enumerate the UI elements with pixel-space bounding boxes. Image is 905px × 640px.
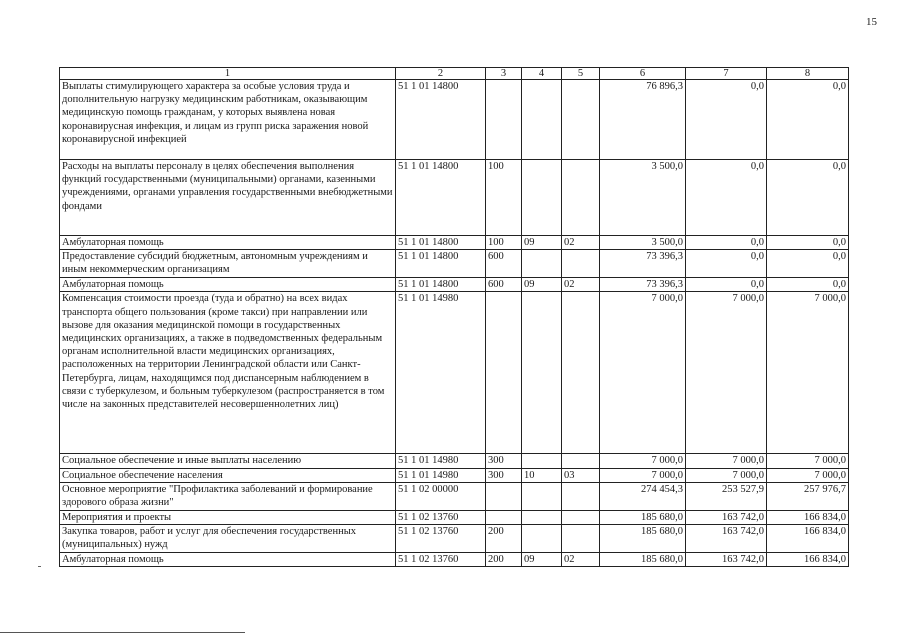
scan-mark: [38, 566, 41, 567]
row-name: Амбулаторная помощь: [60, 553, 396, 567]
table-row: [60, 454, 849, 468]
page-number: 15: [866, 16, 877, 28]
table-row: [60, 80, 849, 160]
target-article-code: 51 1 01 14800: [396, 80, 486, 160]
subsection: [562, 482, 600, 510]
section: [522, 510, 562, 524]
subsection: [562, 454, 600, 468]
amount-col7: 0,0: [686, 80, 767, 160]
column-header: 8: [767, 68, 849, 80]
row-name: Амбулаторная помощь: [60, 236, 396, 250]
amount-col6: 274 454,3: [600, 482, 686, 510]
table-row: [60, 482, 849, 510]
subsection: [562, 80, 600, 160]
target-article-code: 51 1 01 14980: [396, 292, 486, 454]
amount-col8: 166 834,0: [767, 510, 849, 524]
expense-type: [486, 80, 522, 160]
row-name: Выплаты стимулирующего характера за особые условия труда и дополнительную нагрузку медицинским работникам, оказывающим медицинскую помощь гражданам, у которых выявлена новая коронавирусная инфекция, и лицам из групп риска заражения новой коронавирусной инфекцией: [60, 80, 396, 160]
expense-type: 600: [486, 250, 522, 278]
target-article-code: 51 1 02 13760: [396, 510, 486, 524]
column-header: 5: [562, 68, 600, 80]
amount-col7: 163 742,0: [686, 510, 767, 524]
amount-col8: 7 000,0: [767, 292, 849, 454]
subsection: 02: [562, 278, 600, 292]
row-name: Предоставление субсидий бюджетным, автономным учреждениям и иным некоммерческим организациям: [60, 250, 396, 278]
expense-type: [486, 510, 522, 524]
amount-col8: 0,0: [767, 278, 849, 292]
row-name: Социальное обеспечение населения: [60, 468, 396, 482]
section: [522, 160, 562, 236]
target-article-code: 51 1 01 14980: [396, 454, 486, 468]
section: 09: [522, 553, 562, 567]
target-article-code: 51 1 02 13760: [396, 525, 486, 553]
budget-table: [59, 67, 849, 567]
row-name: Расходы на выплаты персоналу в целях обеспечения выполнения функций государственными (муниципальными) органами, казенными учреждениями, органами управления государственными внебюджетными фондами: [60, 160, 396, 236]
amount-col6: 7 000,0: [600, 454, 686, 468]
section: 09: [522, 236, 562, 250]
amount-col6: 73 396,3: [600, 250, 686, 278]
table-row: [60, 510, 849, 524]
row-name: Основное мероприятие "Профилактика заболеваний и формирование здорового образа жизни": [60, 482, 396, 510]
column-number-row: [60, 68, 849, 80]
row-name: Компенсация стоимости проезда (туда и обратно) на всех видах транспорта общего пользования (кроме такси) при направлении или вызове для оказания медицинской помощи в государственных медицинских организациях, а также в подведомственных федеральным органам исполнительной власти медицинских организациях, расположенных на территории Ленинградской области или Санкт-Петербурга, лицам, находящимся под диспансерным наблюдением в связи с туберкулезом, и больным туберкулезом (распространяется в том числе на законных представителей несовершеннолетних лиц): [60, 292, 396, 454]
row-name: Амбулаторная помощь: [60, 278, 396, 292]
column-header: 6: [600, 68, 686, 80]
amount-col7: 0,0: [686, 278, 767, 292]
amount-col6: 3 500,0: [600, 236, 686, 250]
footnote-rule: [0, 632, 245, 633]
amount-col7: 7 000,0: [686, 468, 767, 482]
expense-type: [486, 292, 522, 454]
section: [522, 80, 562, 160]
amount-col6: 7 000,0: [600, 292, 686, 454]
subsection: [562, 510, 600, 524]
amount-col8: 7 000,0: [767, 454, 849, 468]
amount-col6: 73 396,3: [600, 278, 686, 292]
table-row: [60, 468, 849, 482]
row-name: Закупка товаров, работ и услуг для обеспечения государственных (муниципальных) нужд: [60, 525, 396, 553]
expense-type: [486, 482, 522, 510]
column-header: 4: [522, 68, 562, 80]
amount-col8: 7 000,0: [767, 468, 849, 482]
target-article-code: 51 1 01 14800: [396, 278, 486, 292]
row-name: Социальное обеспечение и иные выплаты населению: [60, 454, 396, 468]
amount-col6: 3 500,0: [600, 160, 686, 236]
table-row: [60, 160, 849, 236]
section: 09: [522, 278, 562, 292]
expense-type: 300: [486, 454, 522, 468]
section: [522, 482, 562, 510]
subsection: [562, 160, 600, 236]
expense-type: 300: [486, 468, 522, 482]
amount-col6: 76 896,3: [600, 80, 686, 160]
subsection: [562, 292, 600, 454]
amount-col8: 0,0: [767, 80, 849, 160]
expense-type: 100: [486, 236, 522, 250]
column-header: 1: [60, 68, 396, 80]
column-header: 3: [486, 68, 522, 80]
subsection: 02: [562, 553, 600, 567]
table-row: [60, 292, 849, 454]
target-article-code: 51 1 01 14800: [396, 250, 486, 278]
amount-col8: 0,0: [767, 250, 849, 278]
table-row: [60, 250, 849, 278]
table-row: [60, 278, 849, 292]
subsection: [562, 525, 600, 553]
expense-type: 100: [486, 160, 522, 236]
amount-col8: 0,0: [767, 236, 849, 250]
amount-col7: 163 742,0: [686, 525, 767, 553]
amount-col7: 7 000,0: [686, 454, 767, 468]
amount-col8: 0,0: [767, 160, 849, 236]
section: [522, 292, 562, 454]
table-row: [60, 525, 849, 553]
amount-col6: 7 000,0: [600, 468, 686, 482]
subsection: [562, 250, 600, 278]
section: [522, 250, 562, 278]
amount-col6: 185 680,0: [600, 510, 686, 524]
target-article-code: 51 1 01 14800: [396, 236, 486, 250]
section: 10: [522, 468, 562, 482]
column-header: 2: [396, 68, 486, 80]
subsection: 03: [562, 468, 600, 482]
amount-col7: 7 000,0: [686, 292, 767, 454]
subsection: 02: [562, 236, 600, 250]
amount-col7: 0,0: [686, 250, 767, 278]
target-article-code: 51 1 01 14980: [396, 468, 486, 482]
amount-col7: 0,0: [686, 160, 767, 236]
expense-type: 600: [486, 278, 522, 292]
amount-col7: 163 742,0: [686, 553, 767, 567]
table-row: [60, 236, 849, 250]
column-header: 7: [686, 68, 767, 80]
amount-col8: 166 834,0: [767, 553, 849, 567]
section: [522, 454, 562, 468]
amount-col8: 257 976,7: [767, 482, 849, 510]
target-article-code: 51 1 01 14800: [396, 160, 486, 236]
expense-type: 200: [486, 525, 522, 553]
row-name: Мероприятия и проекты: [60, 510, 396, 524]
amount-col7: 253 527,9: [686, 482, 767, 510]
target-article-code: 51 1 02 13760: [396, 553, 486, 567]
expense-type: 200: [486, 553, 522, 567]
amount-col6: 185 680,0: [600, 553, 686, 567]
section: [522, 525, 562, 553]
amount-col6: 185 680,0: [600, 525, 686, 553]
amount-col8: 166 834,0: [767, 525, 849, 553]
amount-col7: 0,0: [686, 236, 767, 250]
table-row: [60, 553, 849, 567]
target-article-code: 51 1 02 00000: [396, 482, 486, 510]
